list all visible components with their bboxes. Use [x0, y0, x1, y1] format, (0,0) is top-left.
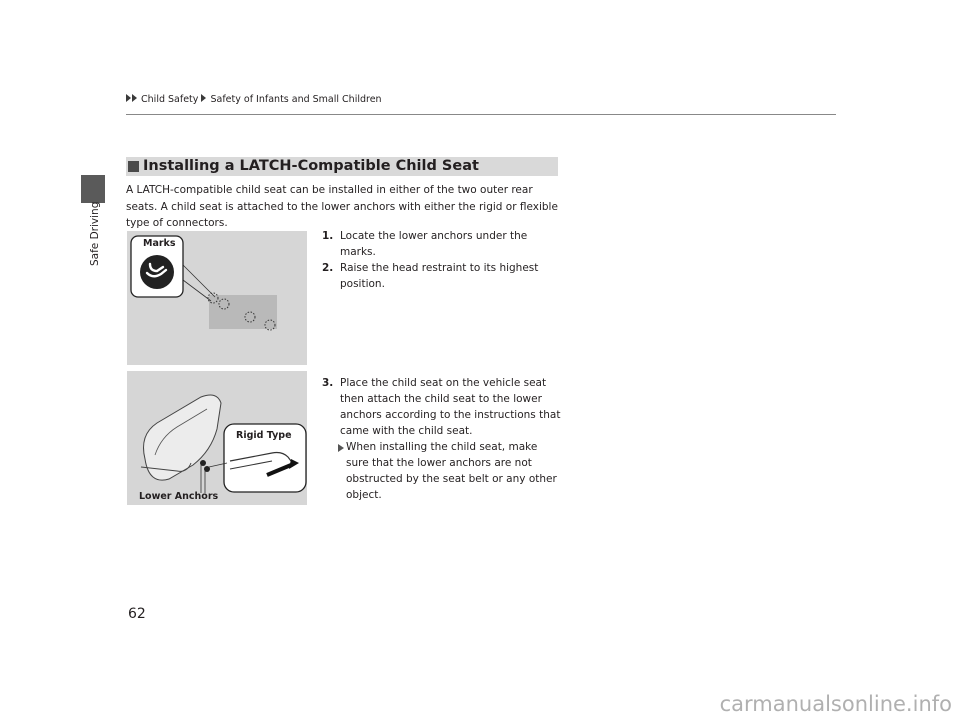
- breadcrumb: [126, 94, 382, 105]
- note-arrow-icon: [338, 444, 344, 452]
- header-rule: [126, 114, 836, 115]
- page-number: 62: [128, 606, 146, 622]
- instruction-steps: [322, 228, 562, 503]
- breadcrumb-arrow-icon: [132, 94, 137, 102]
- figure-rigid-connector: [127, 371, 307, 505]
- section-heading: [126, 157, 558, 176]
- step-3-note: When installing the child seat, make sure that the lower anchors are not obstructed by the seat belt or any other object.: [322, 439, 562, 503]
- lower-anchors-label: Lower Anchors: [139, 491, 219, 502]
- breadcrumb-current[interactable]: Safety of Infants and Small Children: [210, 94, 382, 105]
- step-2: 2. Raise the head restraint to its highest position.: [322, 262, 539, 290]
- breadcrumb-arrow-icon: [126, 94, 131, 102]
- breadcrumb-parent[interactable]: Child Safety: [141, 94, 199, 105]
- section-side-label: Safe Driving: [89, 201, 101, 266]
- watermark: carmanualsonline.info: [719, 692, 952, 716]
- section-title: Installing a LATCH-Compatible Child Seat: [143, 158, 479, 174]
- step-1: 1. Locate the lower anchors under the marks.: [322, 230, 528, 258]
- breadcrumb-arrow-icon: [201, 94, 206, 102]
- marks-label: Marks: [143, 238, 176, 249]
- section-tab-marker: [81, 175, 105, 203]
- rigid-type-label: Rigid Type: [236, 430, 292, 441]
- step-3: 3. Place the child seat on the vehicle seat then attach the child seat to the lower anchors according to the instructions that came with the child seat.: [322, 377, 561, 437]
- intro-paragraph: A LATCH-compatible child seat can be installed in either of the two outer rear seats. A child seat is attached to the lower anchors with either the rigid or flexible type of connectors.: [126, 184, 558, 229]
- heading-square-icon: [128, 161, 139, 172]
- figure-anchor-marks: [127, 231, 307, 365]
